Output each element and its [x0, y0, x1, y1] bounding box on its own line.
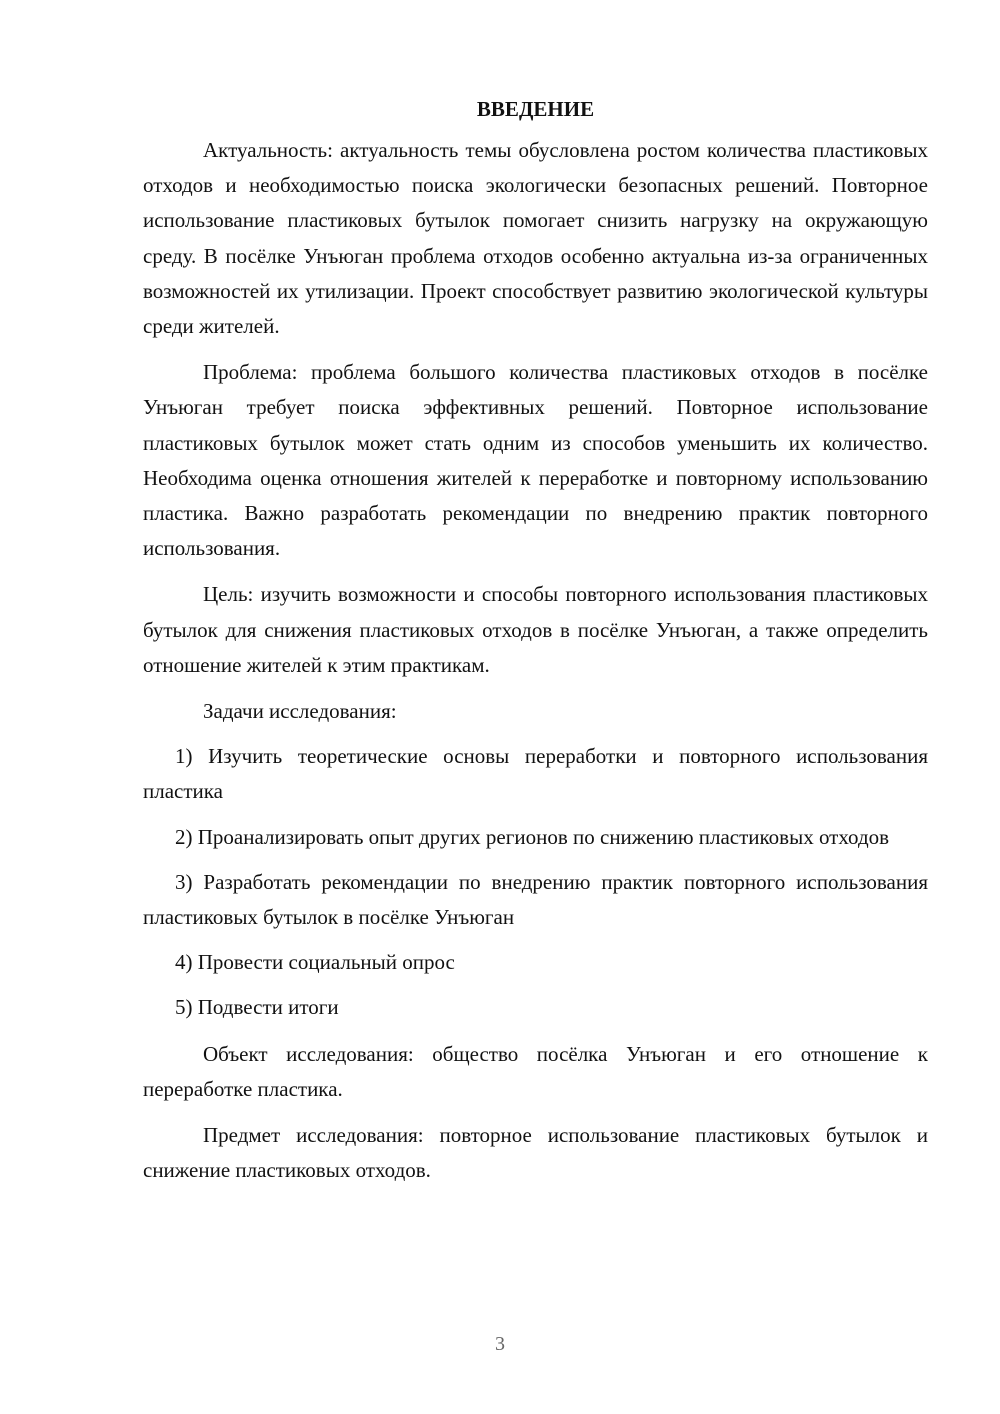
task-item-5: 5) Подвести итоги [175, 995, 339, 1020]
paragraph-object: Объект исследования: общество посёлка Унъюган и его отношение к переработке пластика. [143, 1041, 928, 1101]
paragraph-relevance: Актуальность: актуальность темы обусловлена ростом количества пластиковых отходов и необходимостью поиска экологически безопасных решений. Повторное использование пластиковых бутылок помогает снизить нагрузку на окружающую среду. В посёлке Унъюган проблема отходов особенно актуальна из-за ограниченных возможностей их утилизации. Проект способствует развитию экологической культуры среди жителей. [143, 138, 928, 339]
paragraph-subject: Предмет исследования: повторное использование пластиковых бутылок и снижение пластиковых отходов. [143, 1123, 928, 1183]
task-item-2: 2) Проанализировать опыт других регионов по снижению пластиковых отходов [175, 824, 890, 849]
task-item-4: 4) Провести социальный опрос [175, 950, 455, 975]
task-item-1: 1) Изучить теоретические основы переработки и повторного использования пластика [143, 744, 928, 804]
document-page [143, 92, 928, 1188]
paragraph-goal: Цель: изучить возможности и способы повторного использования пластиковых бутылок для снижения пластиковых отходов в посёлке Унъюган, а также определить отношение жителей к этим практикам. [143, 582, 928, 677]
tasks-heading: Задачи исследования: [203, 699, 397, 724]
task-item-3: 3) Разработать рекомендации по внедрению практик повторного использования пластиковых бутылок в посёлке Унъюган [143, 869, 928, 930]
page-number: 3 [495, 1333, 505, 1355]
page-title: ВВЕДЕНИЕ [476, 97, 595, 121]
paragraph-problem: Проблема: проблема большого количества пластиковых отходов в посёлке Унъюган требует поиска эффективных решений. Повторное использование пластиковых бутылок может стать одним из способов уменьшить их количество. Необходима оценка отношения жителей к переработке и повторному использованию пластика. Важно разработать рекомендации по внедрению практик повторного использования. [143, 360, 928, 561]
